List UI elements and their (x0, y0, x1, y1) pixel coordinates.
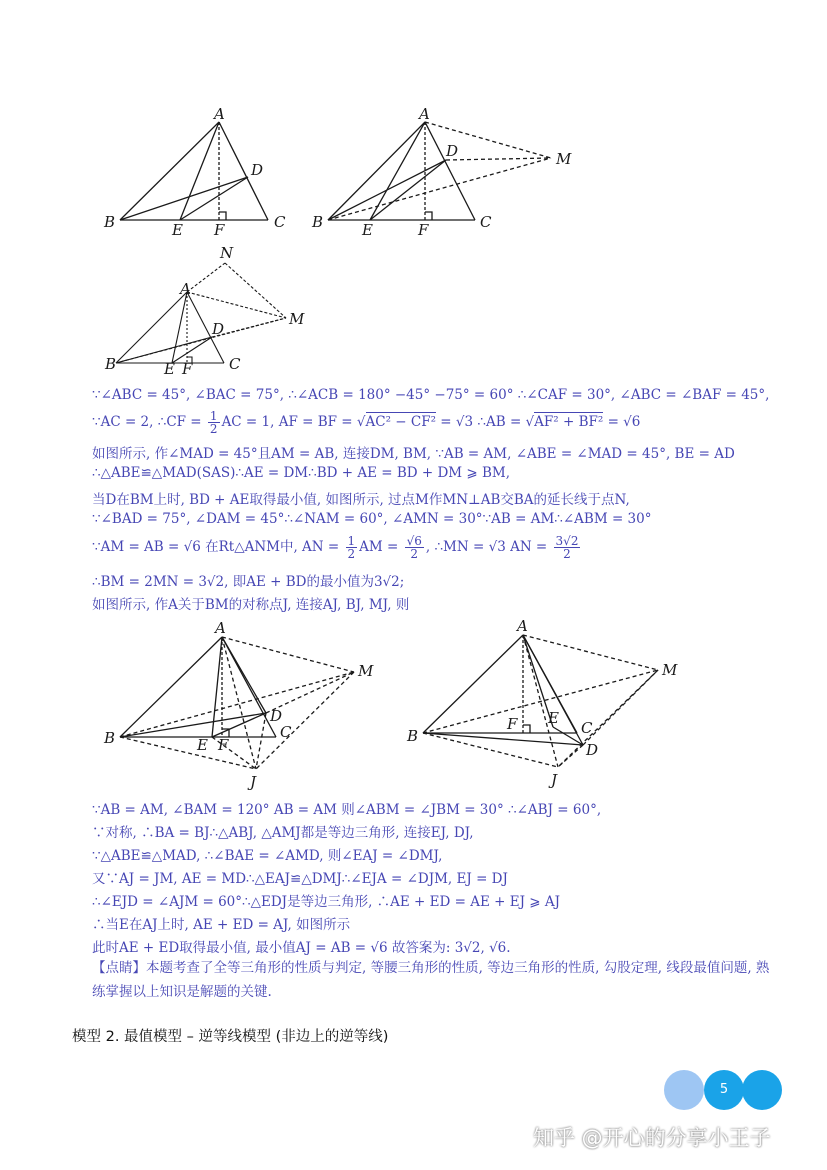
fig1-C: C (274, 213, 286, 231)
figure-2 (308, 105, 583, 240)
page-number: 5 (704, 1070, 744, 1110)
fig5-D: D (586, 741, 599, 759)
fig3-A: A (180, 280, 191, 298)
solution-line-12: ∵△ABE≌△MAD, ∴∠BAE = ∠AMD, 则∠EAJ = ∠DMJ, (92, 848, 443, 864)
fig3-B: B (105, 355, 117, 373)
fig5-C: C (581, 719, 593, 737)
fig4-M: M (358, 662, 374, 680)
review-tag: 【点睛】 (92, 960, 146, 976)
fig4-E: E (197, 736, 208, 754)
solution-line-1: ∵∠ABC = 45°, ∠BAC = 75°, ∴∠ACB = 180° −45° −75° = 60° ∴∠CAF = 30°, ∠ABC = ∠BAF = 45°, (92, 387, 770, 403)
fig5-J: J (551, 771, 558, 789)
solution-line-13: 又∵AJ = JM, AE = MD∴△EAJ≌△DMJ∴∠EJA = ∠DJM, EJ = DJ (92, 871, 508, 887)
figure-5-diagram (403, 615, 688, 795)
fig1-F: F (214, 221, 225, 239)
fig3-D: D (212, 320, 225, 338)
fig1-A: A (214, 105, 225, 123)
fig2-D: D (446, 142, 459, 160)
solution-line-14: ∴∠EJD = ∠AJM = 60°∴△EDJ是等边三角形, ∴AE + ED = AE + EJ ⩾ AJ (92, 894, 561, 910)
watermark: 知乎 @开心的分享小王子 (533, 1126, 771, 1150)
fig2-E: E (362, 221, 373, 239)
fig4-B: B (104, 729, 116, 747)
fig2-B: B (312, 213, 324, 231)
fig5-A: A (517, 617, 528, 635)
solution-line-7: ∵AM = AB = √6 在Rt△ANM中, AN = $\frac{1}{2}$ AM = $\frac{√6}{2}$ , ∴MN = √3 AN = $\frac{3√2}{2}$ (92, 534, 579, 561)
fig2-M: M (556, 150, 572, 168)
solution-line-6: ∵∠BAD = 75°, ∠DAM = 45°∴∠NAM = 60°, ∠AMN = 30°∵AB = AM∴∠ABM = 30° (92, 511, 652, 527)
page-badge-left (664, 1070, 704, 1110)
solution-line-2: ∵AC = 2, ∴CF = $\frac{1}{2}$ AC = 1, AF = BF = √AC² − CF² = √3 ∴AB = √AF² + BF² = √6 (92, 409, 641, 436)
fig5-M: M (662, 661, 678, 679)
solution-line-4: ∴△ABE≌△MAD(SAS)∴AE = DM∴BD + AE = BD + DM ⩾ BM, (92, 465, 511, 481)
solution-line-11: ∵对称, ∴BA = BJ∴△ABJ, △AMJ都是等边三角形, 连接EJ, DJ, (92, 825, 474, 841)
fig4-J: J (250, 773, 257, 791)
fig5-B: B (407, 727, 419, 745)
figure-1-diagram (100, 105, 300, 240)
fig1-E: E (172, 221, 183, 239)
solution-line-15: ∴当E在AJ上时, AE + ED = AJ, 如图所示 (92, 917, 351, 933)
fig2-C: C (480, 213, 492, 231)
figure-3 (100, 244, 310, 378)
fig5-F: F (507, 715, 518, 733)
solution-line-3: 如图所示, 作∠MAD = 45°且AM = AB, 连接DM, BM, ∵AB = AM, ∠ABE = ∠MAD = 45°, BE = AD (92, 446, 735, 462)
figure-3-diagram (100, 244, 310, 378)
fig3-E: E (164, 360, 175, 378)
fig2-F: F (418, 221, 429, 239)
model-title: 模型 2. 最值模型 – 逆等线模型 (非边上的逆等线) (72, 1029, 389, 1045)
figure-5 (403, 615, 688, 795)
solution-line-16: 此时AE + ED取得最小值, 最小值AJ = AB = √6 故答案为: 3√2, √6. (92, 940, 511, 956)
review-text: 本题考查了全等三角形的性质与判定, 等腰三角形的性质, 等边三角形的性质, 勾股定理, 线段最值问题, 熟练掌握以上知识是解题的关键. (92, 960, 770, 1000)
fig4-C: C (280, 723, 292, 741)
page-badge-right (742, 1070, 782, 1110)
fig3-N: N (220, 244, 234, 262)
fig3-C: C (229, 355, 241, 373)
fig4-D: D (270, 707, 283, 725)
figure-4-diagram (100, 615, 385, 795)
fig2-A: A (419, 105, 430, 123)
solution-line-9: 如图所示, 作A关于BM的对称点J, 连接AJ, BJ, MJ, 则 (92, 597, 410, 613)
fig1-D: D (251, 161, 264, 179)
fig5-E: E (548, 709, 559, 727)
solution-line-8: ∴BM = 2MN = 3√2, 即AE + BD的最小值为3√2; (92, 574, 405, 590)
figure-2-diagram (308, 105, 583, 240)
review-note (92, 956, 782, 1004)
fig1-B: B (104, 213, 116, 231)
solution-line-5: 当D在BM上时, BD + AE取得最小值, 如图所示, 过点M作MN⊥AB交BA的延长线于点N, (92, 492, 630, 508)
figure-4 (100, 615, 385, 795)
fig4-F: F (218, 736, 229, 754)
fig3-M: M (289, 310, 305, 328)
figure-1 (100, 105, 300, 240)
fig4-A: A (215, 619, 226, 637)
solution-line-10: ∵AB = AM, ∠BAM = 120° AB = AM 则∠ABM = ∠JBM = 30° ∴∠ABJ = 60°, (92, 802, 602, 818)
fig3-F: F (182, 360, 193, 378)
